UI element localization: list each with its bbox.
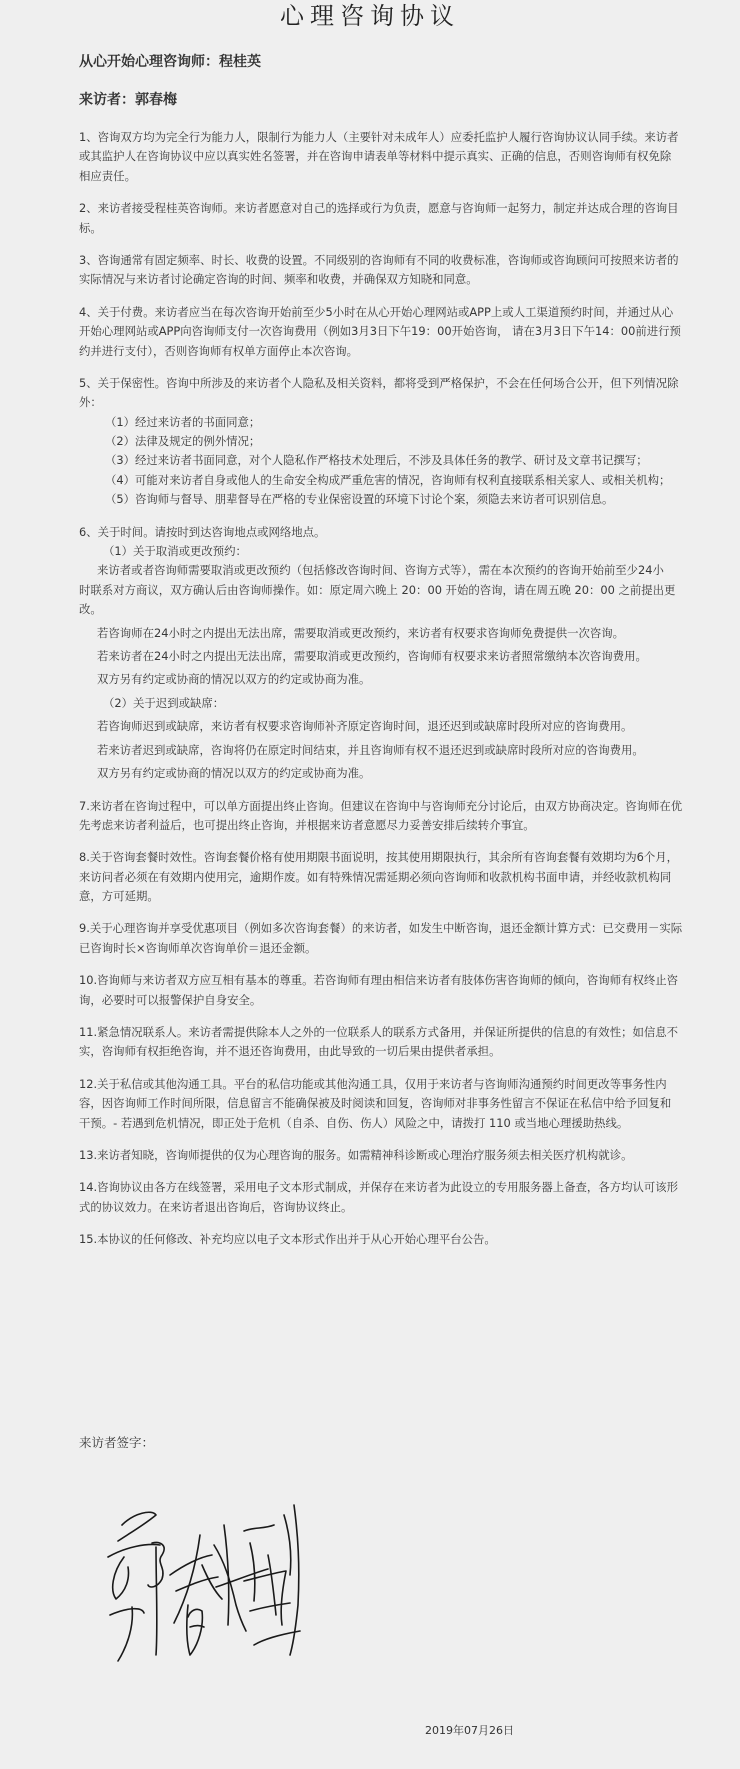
- confidentiality-exception: （2）法律及规定的例外情况；: [105, 434, 261, 449]
- client-signature: [104, 1495, 334, 1675]
- clause-line: 8.关于咨询套餐时效性。咨询套餐价格有使用期限书面说明，按其使用期限执行，其余所有咨询套餐有效期均为6个月，: [79, 850, 679, 865]
- clause-line: 13.来访者知晓，咨询师提供的仅为心理咨询的服务。如需精神科诊断或心理治疗服务须去相关医疗机构就诊。: [79, 1147, 633, 1162]
- clause-line: 干预。- 若遇到危机情况，即正处于危机（自杀、自伤、伤人）风险之中，请拨打 110 或当地心理援助热线。: [79, 1115, 629, 1130]
- clause-line: 或其监护人在咨询协议中应以真实姓名签署，并在咨询申请表单等材料中提示真实、正确的信息，否则咨询师有权免除: [79, 149, 672, 164]
- clause-line: 3、咨询通常有固定频率、时长、收费的设置。不同级别的咨询师有不同的收费标准，咨询师或咨询顾问可按照来访者的: [79, 252, 679, 267]
- clause-line: 若来访者迟到或缺席，咨询将仍在原定时间结束，并且咨询师有权不退还迟到或缺席时段所对应的咨询费用。: [97, 742, 644, 757]
- client-label: 来访者：: [79, 92, 135, 108]
- clause-line: 9.关于心理咨询并享受优惠项目（例如多次咨询套餐）的来访者，如发生中断咨询，退还金额计算方式：已交费用－实际: [79, 921, 683, 936]
- clause-11: [79, 1023, 679, 1062]
- clause-line: 改。: [79, 602, 102, 617]
- document-body: [79, 50, 683, 1263]
- clause-line: 开始心理网站或APP向咨询师支付一次咨询费用（例如3月3日下午19：00开始咨询， 请在3月3日下午14：00前进行预: [79, 324, 681, 339]
- clause-line: 相应责任。: [79, 168, 136, 183]
- clause-line: 实际情况与来访者讨论确定咨询的时间、频率和收费，并确保双方知晓和同意。: [79, 272, 478, 287]
- clause-line: 7.来访者在咨询过程中，可以单方面提出终止咨询。但建议在咨询中与咨询师充分讨论后，由双方协商决定。咨询师在优: [79, 798, 683, 813]
- clause-line: 先考虑来访者利益后，也可提出终止咨询，并根据来访者意愿尽力妥善安排后续转介事宜。: [79, 817, 535, 832]
- counselor-line: [79, 52, 669, 72]
- clause-line: 2、来访者接受程桂英咨询师。来访者愿意对自己的选择或行为负责，愿意与咨询师一起努力，制定并达成合理的咨询目: [79, 201, 679, 216]
- clause-line: 1、咨询双方均为完全行为能力人，限制行为能力人（主要针对未成年人）应委托监护人履行咨询协议认同手续。来访者: [79, 130, 679, 144]
- clause-line: 双方另有约定或协商的情况以双方的约定或协商为准。: [97, 766, 371, 781]
- clause-line: 来访问者必须在有效期内使用完，逾期作废。如有特殊情况需延期必须向咨询师和收款机构书面申请，并经收款机构同: [79, 869, 672, 884]
- clause-line: 外：: [79, 395, 102, 410]
- clause-1: [79, 128, 679, 186]
- clause-line: 14.咨询协议由各方在线签署，采用电子文本形式制成，并保存在来访者为此设立的专用服务器上备查，各方均认可该形: [79, 1180, 679, 1195]
- clause-5: [79, 374, 679, 510]
- clause-6: [79, 523, 676, 784]
- clause-line: 10.咨询师与来访者双方应互相有基本的尊重。若咨询师有理由相信来访者有肢体伤害咨询师的倾向，咨询师有权终止咨: [79, 973, 679, 988]
- clause-line: 双方另有约定或协商的情况以双方的约定或协商为准。: [97, 672, 371, 687]
- clause-line: 约并进行支付），否则咨询师有权单方面停止本次咨询。: [79, 343, 359, 358]
- clause-10: [79, 971, 679, 1010]
- clause-15: [79, 1230, 669, 1249]
- clause-line: 若来访者在24小时之内提出无法出席，需要取消或更改预约，咨询师有权要求来访者照常缴纳本次咨询费用。: [97, 649, 647, 664]
- clause-12: [79, 1075, 672, 1133]
- clause-line: 15.本协议的任何修改、补充均应以电子文本形式作出并于从心开始心理平台公告。: [79, 1232, 496, 1247]
- clause-line: 若咨询师迟到或缺席，来访者有权要求咨询师补齐原定咨询时间，退还迟到或缺席时段所对应的咨询费用。: [97, 719, 633, 734]
- signature-date: 2019年07月26日: [425, 1724, 514, 1737]
- clause-line: 11.紧急情况联系人。来访者需提供除本人之外的一位联系人的联系方式备用，并保证所提供的信息的有效性；如信息不: [79, 1025, 679, 1040]
- counselor-label: 从心开始心理咨询师：: [79, 54, 219, 70]
- clause-line: 时联系对方商议，双方确认后由咨询师操作。如：原定周六晚上 20：00 开始的咨询，请在周五晚 20：00 之前提出更: [79, 582, 676, 597]
- clause-line: 式的协议效力。在来访者退出咨询后，咨询协议终止。: [79, 1199, 353, 1214]
- clause-13: [79, 1146, 669, 1165]
- clause-2: [79, 199, 679, 238]
- clause-line: 已咨询时长×咨询师单次咨询单价＝退还金额。: [79, 940, 317, 955]
- counselor-name: 程桂英: [219, 54, 261, 70]
- subsection-title: （1）关于取消或更改预约：: [103, 544, 247, 559]
- clause-line: 6、关于时间。请按时到达咨询地点或网络地点。: [79, 524, 326, 539]
- clause-line: 5、关于保密性。咨询中所涉及的来访者个人隐私及相关资料，都将受到严格保护，不会在任何场合公开，但下列情况除: [79, 375, 679, 390]
- subsection-title: （2）关于迟到或缺席：: [103, 695, 225, 710]
- clause-line: 来访者或者咨询师需要取消或更改预约（包括修改咨询时间、咨询方式等），需在本次预约的咨询开始前至少24小: [97, 563, 664, 578]
- clause-3: [79, 251, 679, 290]
- client-line: [79, 90, 669, 110]
- clause-line: 若咨询师在24小时之内提出无法出席，需要取消或更改预约，来访者有权要求咨询师免费提供一次咨询。: [97, 625, 625, 640]
- document-title: 心理咨询协议: [280, 2, 460, 30]
- clause-line: 12.关于私信或其他沟通工具。平台的私信功能或其他沟通工具，仅用于来访者与咨询师沟通预约时间更改等事务性内: [79, 1076, 667, 1091]
- clause-8: [79, 848, 679, 906]
- clause-4: [79, 303, 681, 361]
- clause-line: 询，必要时可以报警保护自身安全。: [79, 992, 262, 1007]
- clause-line: 4、关于付费。来访者应当在每次咨询开始前至少5小时在从心开始心理网站或APP上或人工渠道预约时间，并通过从心: [79, 304, 674, 319]
- signature-label: 来访者签字：: [79, 1435, 155, 1450]
- confidentiality-exception: （4）可能对来访者自身或他人的生命安全构成严重危害的情况，咨询师有权利直接联系相关家人、或相关机构；: [105, 472, 671, 487]
- clause-7: [79, 797, 683, 836]
- clause-line: 意，方可延期。: [79, 889, 159, 904]
- clause-14: [79, 1178, 679, 1217]
- confidentiality-exception: （1）经过来访者的书面同意；: [105, 414, 261, 429]
- clause-line: 容，因咨询师工作时间所限，信息留言不能确保被及时阅读和回复，咨询师对非事务性留言不保证在私信中给予回复和: [79, 1096, 672, 1111]
- confidentiality-exception: （3）经过来访者书面同意，对个人隐私作严格技术处理后，不涉及具体任务的教学、研讨及文章书记撰写；: [105, 453, 648, 468]
- client-name: 郭春梅: [135, 92, 177, 108]
- clause-line: 标。: [79, 220, 102, 235]
- clause-line: 实，咨询师有权拒绝咨询，并不退还咨询费用，由此导致的一切后果由提供者承担。: [79, 1044, 501, 1059]
- clause-9: [79, 919, 683, 958]
- confidentiality-exception: （5）咨询师与督导、朋辈督导在严格的专业保密设置的环境下讨论个案，须隐去来访者可识别信息。: [105, 492, 614, 507]
